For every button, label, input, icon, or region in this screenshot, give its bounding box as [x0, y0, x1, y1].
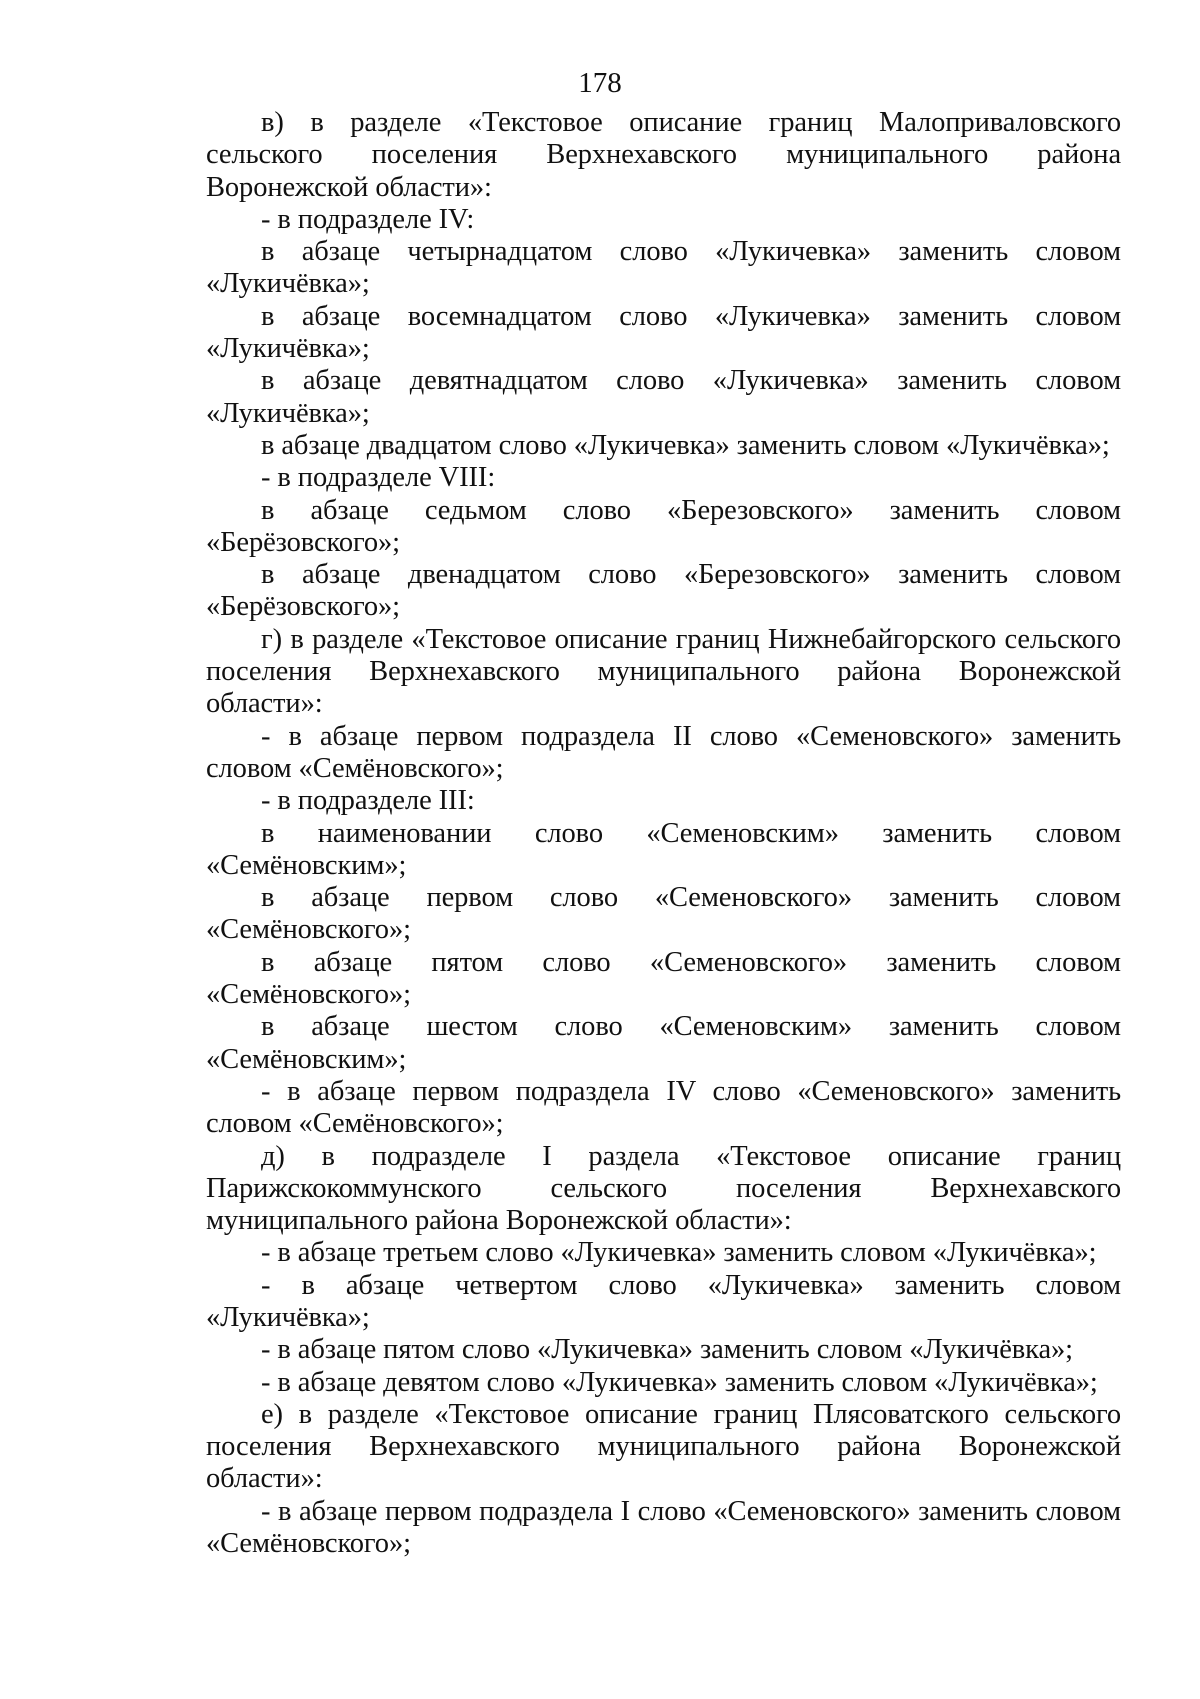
- paragraph-amendment: - в абзаце четвертом слово «Лукичевка» заменить словом «Лукичёвка»;: [206, 1269, 1121, 1333]
- paragraph-amendment: в наименовании слово «Семеновским» заменить словом «Семёновским»;: [206, 817, 1121, 881]
- paragraph-amendment: в абзаце пятом слово «Семеновского» заменить словом «Семёновского»;: [206, 946, 1121, 1011]
- document-body: [206, 107, 1121, 1560]
- paragraph-amendment: - в абзаце первом подраздела IV слово «Семеновского» заменить словом «Семёновского»;: [206, 1075, 1121, 1140]
- paragraph-amendment: в абзаце седьмом слово «Березовского» заменить словом «Берёзовского»;: [206, 494, 1121, 558]
- paragraph-item-e-heading: е) в разделе «Текстовое описание границ Плясоватского сельского поселения Верхнехавского муниципального района Воронежской области»:: [206, 1398, 1121, 1495]
- paragraph-subsection-iii: - в подразделе III:: [261, 785, 475, 817]
- paragraph-subsection-viii: - в подразделе VIII:: [261, 462, 496, 494]
- paragraph-amendment: - в абзаце девятом слово «Лукичевка» заменить словом «Лукичёвка»;: [261, 1366, 1098, 1398]
- paragraph-item-g-heading: г) в разделе «Текстовое описание границ Нижнебайгорского сельского поселения Верхнехавского муниципального района Воронежской области»:: [206, 623, 1121, 720]
- page-number: 178: [578, 67, 622, 99]
- paragraph-amendment: - в абзаце первом подраздела I слово «Семеновского» заменить словом «Семёновского»;: [206, 1495, 1121, 1560]
- paragraph-amendment: в абзаце шестом слово «Семеновским» заменить словом «Семёновским»;: [206, 1011, 1121, 1075]
- paragraph-amendment: в абзаце двенадцатом слово «Березовского» заменить словом «Берёзовского»;: [206, 559, 1121, 623]
- paragraph-amendment: - в абзаце пятом слово «Лукичевка» заменить словом «Лукичёвка»;: [261, 1334, 1073, 1366]
- paragraph-amendment: в абзаце первом слово «Семеновского» заменить словом «Семёновского»;: [206, 882, 1121, 946]
- paragraph-amendment: - в абзаце первом подраздела II слово «Семеновского» заменить словом «Семёновского»;: [206, 720, 1121, 784]
- paragraph-amendment: - в абзаце третьем слово «Лукичевка» заменить словом «Лукичёвка»;: [261, 1237, 1097, 1269]
- paragraph-item-v-heading: в) в разделе «Текстовое описание границ Малоприваловского сельского поселения Верхнехавского муниципального района Воронежской области»:: [206, 107, 1121, 203]
- paragraph-subsection-iv: - в подразделе IV:: [261, 203, 475, 235]
- paragraph-item-d-heading: д) в подразделе I раздела «Текстовое описание границ Парижскокоммунского сельского поселения Верхнехавского муниципального района Воронежской области»:: [206, 1140, 1121, 1237]
- paragraph-amendment: в абзаце двадцатом слово «Лукичевка» заменить словом «Лукичёвка»;: [261, 429, 1110, 461]
- paragraph-amendment: в абзаце девятнадцатом слово «Лукичевка» заменить словом «Лукичёвка»;: [206, 365, 1121, 429]
- paragraph-amendment: в абзаце четырнадцатом слово «Лукичевка» заменить словом «Лукичёвка»;: [206, 236, 1121, 300]
- paragraph-amendment: в абзаце восемнадцатом слово «Лукичевка» заменить словом «Лукичёвка»;: [206, 300, 1121, 365]
